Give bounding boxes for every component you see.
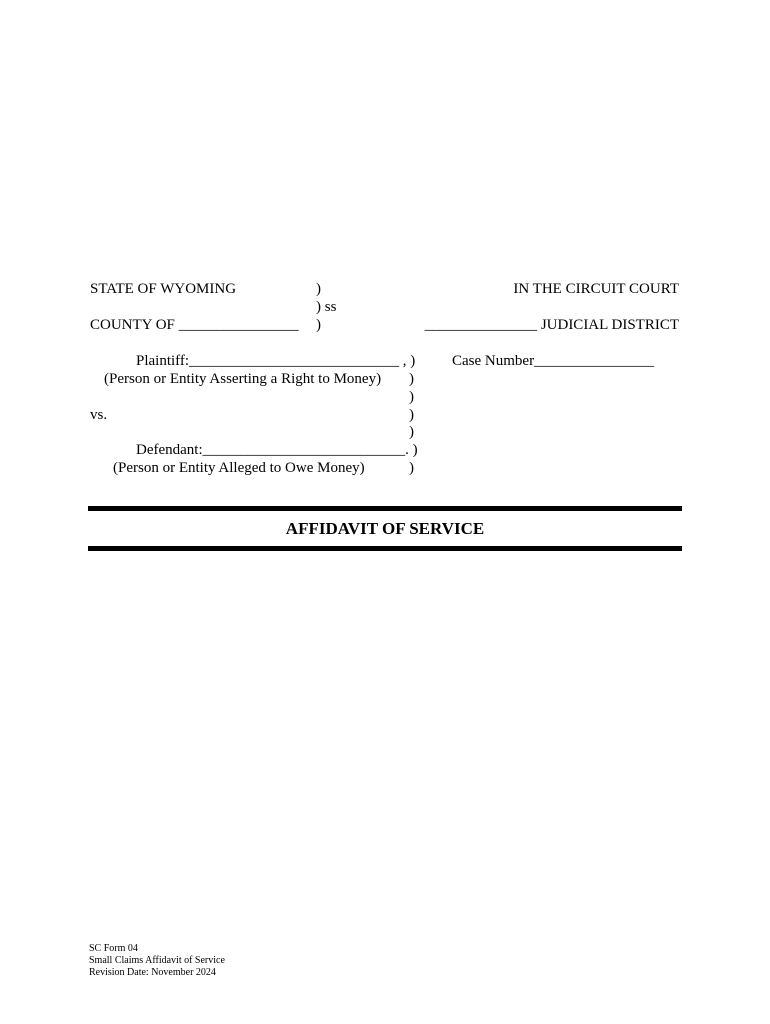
defendant-line: Defendant:___________________________. ) bbox=[136, 442, 418, 458]
court-label: IN THE CIRCUIT COURT bbox=[513, 281, 679, 297]
footer-form-number: SC Form 04 bbox=[89, 943, 138, 954]
county-line: COUNTY OF ________________ bbox=[90, 317, 299, 333]
state-label: STATE OF WYOMING bbox=[90, 281, 237, 297]
footer-revision-date: Revision Date: November 2024 bbox=[89, 967, 216, 978]
party-paren: ) bbox=[409, 460, 414, 476]
case-number-line: Case Number________________ bbox=[452, 353, 655, 369]
plaintiff-description: (Person or Entity Asserting a Right to Money) bbox=[104, 371, 382, 387]
party-paren: ) bbox=[409, 407, 414, 423]
caption-paren: ) bbox=[316, 281, 321, 297]
versus-label: vs. bbox=[90, 407, 108, 423]
top-rule bbox=[88, 506, 682, 511]
caption-paren: ) bbox=[316, 317, 321, 333]
party-paren: ) bbox=[409, 424, 414, 440]
bottom-rule bbox=[88, 546, 682, 551]
party-paren: ) bbox=[409, 389, 414, 405]
party-paren: ) bbox=[409, 371, 414, 387]
footer-form-name: Small Claims Affidavit of Service bbox=[89, 955, 225, 966]
judicial-district-line: _______________ JUDICIAL DISTRICT bbox=[424, 317, 679, 333]
defendant-description: (Person or Entity Alleged to Owe Money) bbox=[113, 460, 365, 476]
caption-paren-ss: ) ss bbox=[316, 299, 337, 315]
plaintiff-line: Plaintiff:____________________________ , ) bbox=[136, 353, 416, 369]
document-title: AFFIDAVIT OF SERVICE bbox=[285, 519, 485, 538]
